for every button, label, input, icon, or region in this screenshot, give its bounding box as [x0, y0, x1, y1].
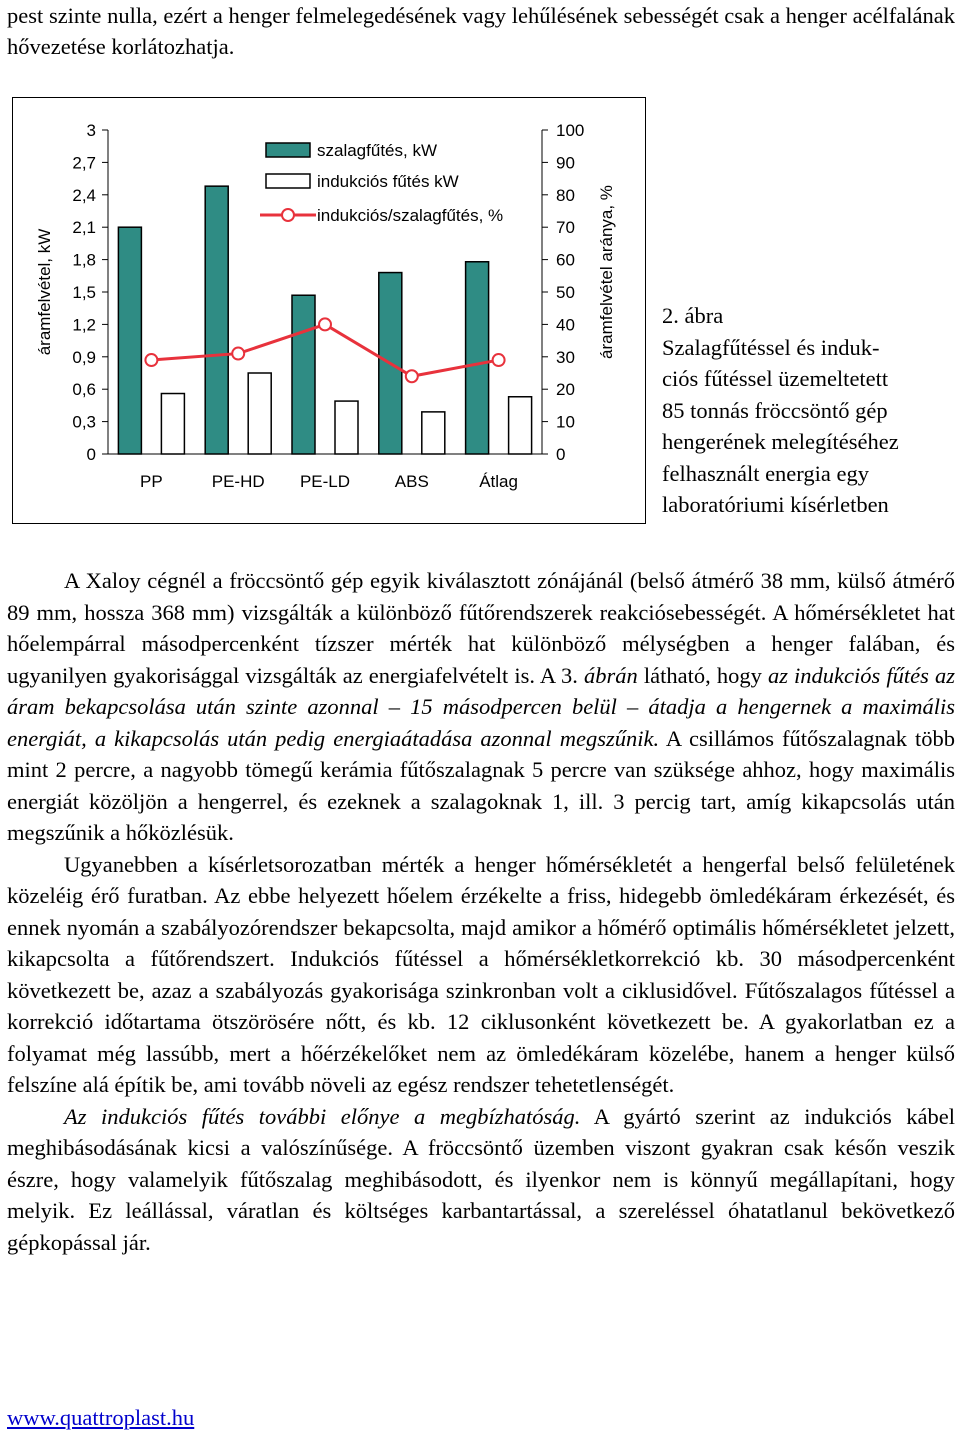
legend-swatch-strip	[266, 143, 310, 157]
text-run: A gyártó szerint az indukciós kábel meghibásodásának kicsi a valószínűsége. A fröccsöntő üzemben viszont gyakran csak későn veszik észre, hogy valamelyik fűtőszalag meghibásodott, és ilyenkor nem is könnyű megállapítani, hogy melyik. Ez leállással, váratlan és költséges karbantartással, a szereléssel óhatatlanul bekövetkező gépkopással jár.	[7, 1103, 955, 1255]
right-tick-label: 50	[556, 283, 575, 302]
paragraph-temperature-control: Ugyanebben a kísérletsorozatban mérték a henger hőmérsékletét a hengerfal belső felületének közeléig érő furatban. Az ebbe helyezett hőelem érzékelte a friss, hidegebb ömledékáram érkezését, és ennek nyomán a szabályozórendszer bekapcsolta, majd amikor a hőmérő optimális hőmérsékletet jelzett, kikapcsolta a fűtőrendszert. Indukciós fűtéssel a hőmérsékletkorrekció kb. 30 másodpercenként következett be, azaz a szabályozás gyakorisága szinkronban volt a ciklusidővel. Fűtőszalagos fűtéssel a korrekció időtartama ötszörösére nőtt, és kb. 12 ciklusonként következett be. A gyakorlatban ez a folyamat még lassúbb, mert a hőérzékelőket nem az ömledékáram közelébe, hanem a henger külső felszíne alá építik be, ami tovább növeli az egész rendszer tehetetlenségét.	[7, 851, 955, 1097]
figure-frame	[13, 98, 646, 524]
left-axis-label: áramfelvétel, kW	[35, 228, 54, 356]
x-category-label: PP	[140, 472, 163, 491]
left-tick-label: 1,2	[72, 315, 96, 335]
body-text	[7, 565, 955, 1258]
bar-induction-heating-4	[509, 397, 532, 454]
ratio-point-2	[319, 318, 331, 330]
caption-line: 2. ábra	[662, 303, 724, 328]
caption-line: ciós fűtéssel üzemeltetett	[662, 366, 889, 391]
emphasis-text: az indukciós fűtés az áram bekapcsolása után szinte azonnal – 15 másodpercen belül – átadja a hengernek a maximális energiát, a kikapcsolás után pedig energiaátadása azonnal megszűnik.	[7, 662, 955, 751]
caption-line: felhasznált energia egy	[662, 460, 869, 486]
right-tick-label: 40	[556, 315, 575, 335]
left-tick-label: 0,6	[72, 380, 96, 400]
right-tick-label: 100	[556, 121, 585, 140]
x-category-label: Átlag	[479, 472, 518, 491]
right-tick-label: 0	[556, 445, 566, 464]
text-run: A Xaloy cégnél a fröccsöntő gép egyik kiválasztott zónájánál (belső átmérő 38 mm, külső átmérő 89 mm, hossza 368 mm) vizsgálták a különböző fűtőrendszerek reakciósebességét. A hőmérsékletet hat hőelempárral másodpercenként tízszer mérték hat különböző mélységben a henger falában, és ugyanilyen gyakorisággal vizsgálták az energiafelvételt is. A 3.	[7, 568, 955, 688]
bar-induction-heating-0	[161, 394, 184, 454]
right-tick-label: 30	[556, 347, 575, 367]
right-tick-label: 10	[556, 412, 575, 432]
right-tick-label: 80	[556, 185, 575, 205]
website-link[interactable]: www.quattroplast.hu	[7, 1405, 195, 1430]
left-tick-label: 0,9	[72, 347, 96, 367]
right-tick-label: 20	[556, 380, 575, 400]
bar-strip-heating-2	[292, 295, 315, 454]
ratio-point-3	[406, 370, 418, 382]
bar-strip-heating-4	[466, 262, 489, 454]
legend-label-induction: indukciós fűtés kW	[317, 172, 459, 191]
bar-induction-heating-1	[248, 373, 271, 454]
left-tick-label: 3	[86, 121, 96, 140]
legend-label-strip: szalagfűtés, kW	[317, 141, 437, 160]
paragraph-xaloy-test	[7, 565, 955, 849]
bar-strip-heating-0	[118, 227, 141, 454]
left-tick-label: 1,8	[72, 250, 96, 270]
figure-caption	[662, 300, 957, 521]
text-run: A csillámos fűtőszalagnak több mint 2 percre, a nagyobb tömegű kerámia fűtőszalagnak 5 percre van szüksége ahhoz, hogy maximális energiát közöljön a hengerrel, és ezeknek a szalagoknak 1, ill. 3 percig tart, amíg kikapcsolás után megszűnik a hőközlésük.	[7, 725, 955, 845]
bar-strip-heating-1	[205, 186, 228, 454]
caption-line: Szalagfűtéssel és induk-	[662, 334, 880, 360]
ratio-point-1	[232, 348, 244, 360]
left-tick-label: 0	[86, 445, 96, 464]
x-category-label: PE-HD	[211, 472, 265, 491]
right-axis-label: áramfelvétel aránya, %	[597, 185, 616, 359]
energy-consumption-chart	[12, 97, 646, 524]
left-tick-label: 2,1	[72, 218, 96, 238]
legend-label-ratio: indukciós/szalagfűtés, %	[317, 206, 504, 225]
text-run: látható, hogy	[637, 662, 768, 688]
caption-line: laboratóriumi kísérletben	[662, 492, 889, 517]
right-tick-label: 60	[556, 250, 575, 270]
left-tick-label: 1,5	[72, 283, 96, 302]
right-tick-label: 70	[556, 218, 575, 238]
figure-2	[12, 97, 646, 524]
ratio-point-4	[493, 354, 505, 366]
caption-line: 85 tonnás fröccsöntő gép	[662, 397, 888, 423]
ratio-point-0	[145, 354, 157, 366]
legend-ratio-marker	[282, 209, 294, 221]
x-category-label: PE-LD	[299, 472, 351, 491]
x-category-label: ABS	[394, 472, 429, 491]
left-tick-label: 2,4	[72, 185, 96, 205]
left-tick-label: 2,7	[72, 153, 96, 173]
emphasis-text: Az indukciós fűtés további előnye a megbízhatóság.	[64, 1103, 581, 1129]
intro-paragraph: pest szinte nulla, ezért a henger felmelegedésének vagy lehűlésének sebességét csak a henger acélfalának hővezetése korlátozhatja.	[7, 3, 955, 59]
legend-swatch-induction	[266, 174, 310, 188]
bar-induction-heating-2	[335, 401, 358, 454]
paragraph-reliability	[7, 1101, 955, 1259]
bar-induction-heating-3	[422, 412, 445, 454]
left-tick-label: 0,3	[72, 412, 96, 432]
caption-line: hengerének melegítéséhez	[662, 429, 899, 454]
right-tick-label: 90	[556, 153, 575, 173]
emphasis-text: ábrán	[584, 662, 638, 688]
